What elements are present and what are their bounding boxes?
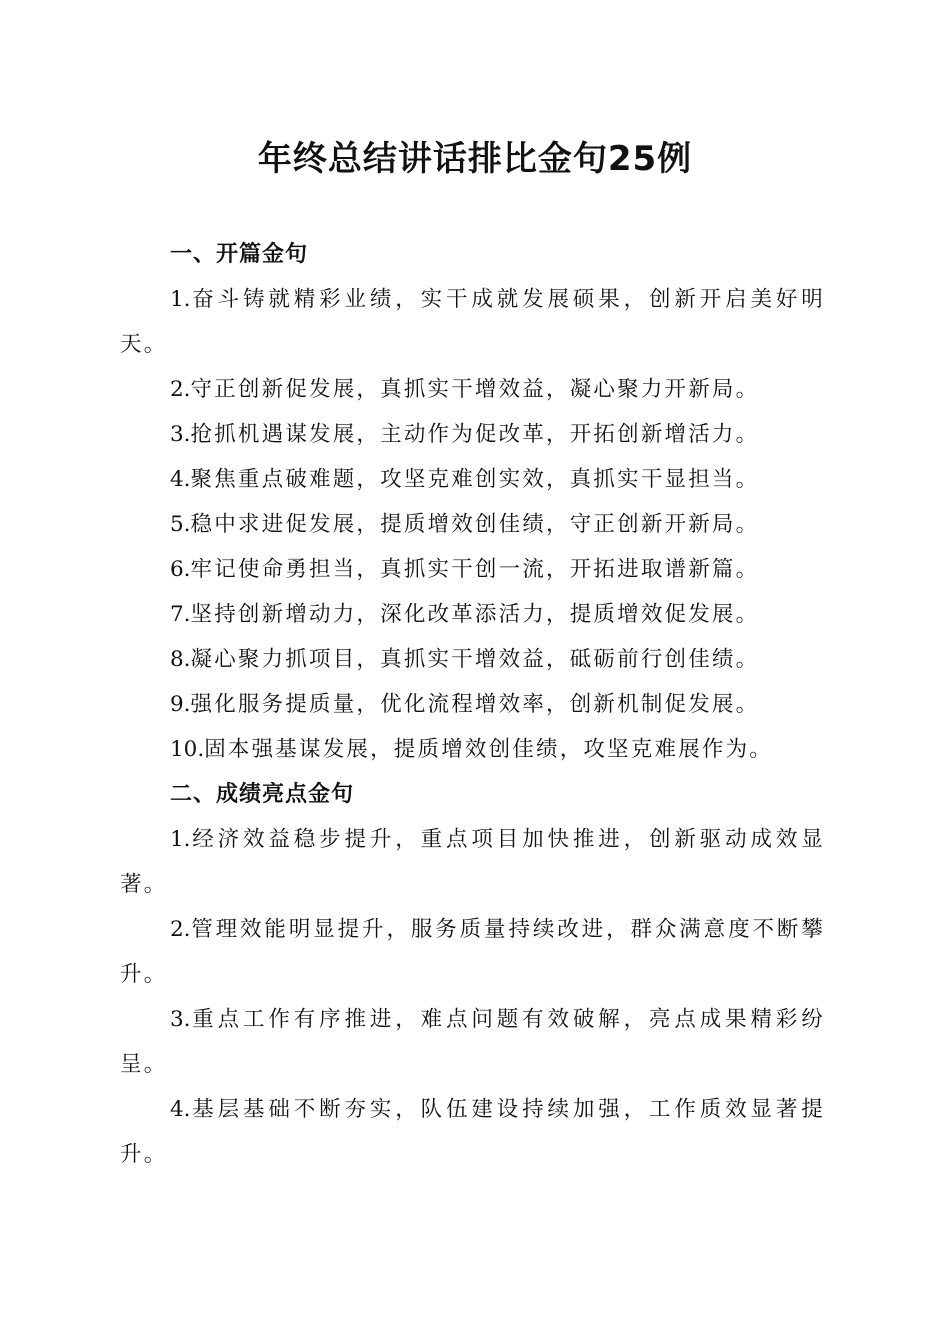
list-item (120, 502, 825, 547)
item-number: 4. (170, 467, 191, 492)
item-number: 2. (170, 917, 191, 942)
list-item (120, 277, 825, 367)
item-number: 9. (170, 692, 191, 717)
item-text: 基层基础不断夯实，队伍建设持续加强，工作质效显著提升。 (120, 1097, 825, 1167)
item-number: 4. (170, 1097, 191, 1122)
item-text: 凝心聚力抓项目，真抓实干增效益，砥砺前行创佳绩。 (190, 647, 760, 672)
item-number: 7. (170, 602, 191, 627)
list-item (120, 1087, 825, 1177)
document-title: 年终总结讲话排比金句25例 (257, 139, 693, 179)
item-text: 管理效能明显提升，服务质量持续改进，群众满意度不断攀升。 (120, 917, 825, 987)
document-body (120, 232, 825, 1177)
item-text: 抢抓机遇谋发展，主动作为促改革，开拓创新增活力。 (190, 422, 760, 447)
list-item (120, 457, 825, 502)
list-item (120, 367, 825, 412)
item-number: 6. (170, 557, 191, 582)
item-number: 3. (170, 422, 191, 447)
item-text: 牢记使命勇担当，真抓实干创一流，开拓进取谱新篇。 (190, 557, 760, 582)
list-item (120, 727, 825, 772)
item-text: 固本强基谋发展，提质增效创佳绩，攻坚克难展作为。 (204, 737, 774, 762)
item-text: 坚持创新增动力，深化改革添活力，提质增效促发展。 (190, 602, 760, 627)
item-number: 3. (170, 1007, 191, 1032)
section-heading: 一、开篇金句 (170, 242, 309, 267)
item-number: 2. (170, 377, 191, 402)
item-text: 稳中求进促发展，提质增效创佳绩，守正创新开新局。 (190, 512, 760, 537)
list-item (120, 997, 825, 1087)
item-text: 经济效益稳步提升，重点项目加快推进，创新驱动成效显著。 (120, 827, 825, 897)
list-item (120, 682, 825, 727)
list-item (120, 907, 825, 997)
list-item (120, 592, 825, 637)
list-item (120, 547, 825, 592)
item-number: 5. (170, 512, 191, 537)
item-text: 强化服务提质量，优化流程增效率，创新机制促发展。 (190, 692, 760, 717)
item-text: 重点工作有序推进，难点问题有效破解，亮点成果精彩纷呈。 (120, 1007, 825, 1077)
item-number: 1. (170, 827, 191, 852)
section-heading: 二、成绩亮点金句 (170, 782, 355, 807)
item-number: 1. (170, 287, 191, 312)
item-text: 聚焦重点破难题，攻坚克难创实效，真抓实干显担当。 (190, 467, 760, 492)
list-item (120, 817, 825, 907)
item-text: 守正创新促发展，真抓实干增效益，凝心聚力开新局。 (190, 377, 760, 402)
item-text: 奋斗铸就精彩业绩，实干成就发展硕果，创新开启美好明天。 (120, 287, 825, 357)
list-item (120, 412, 825, 457)
item-number: 8. (170, 647, 191, 672)
item-number: 10. (170, 737, 205, 762)
list-item (120, 637, 825, 682)
